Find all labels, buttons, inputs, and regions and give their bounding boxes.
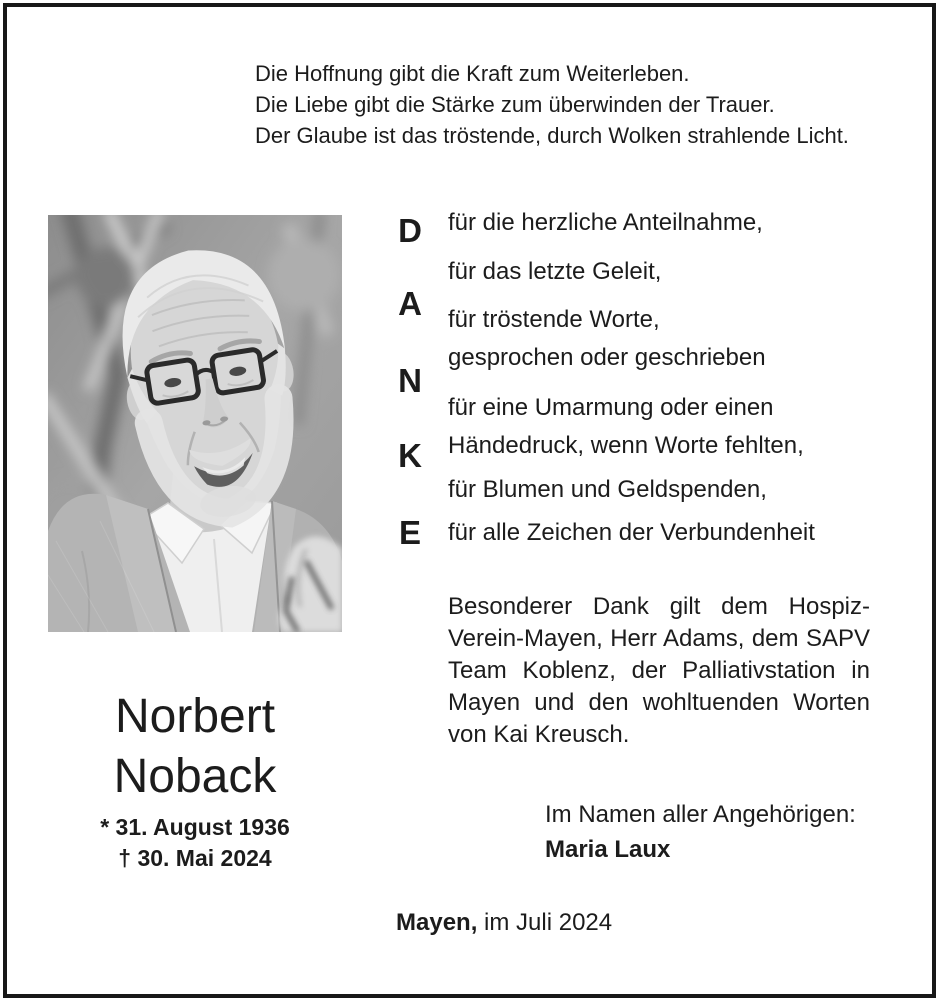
thanks-line: für Blumen und Geldspenden, bbox=[448, 476, 767, 503]
birth-date: * 31. August 1936 bbox=[100, 814, 290, 840]
dateline-place: Mayen, bbox=[396, 909, 478, 936]
portrait-image bbox=[48, 215, 342, 632]
thanks-line: für alle Zeichen der Verbundenheit bbox=[448, 519, 815, 546]
epigraph-line: Der Glaube ist das tröstende, durch Wolken strahlende Licht. bbox=[255, 123, 849, 148]
special-thanks-paragraph bbox=[448, 591, 870, 751]
signature-name: Maria Laux bbox=[545, 836, 671, 863]
thanks-line: für das letzte Geleit, bbox=[448, 258, 662, 285]
special-thanks-line: Besonderer Dank gilt dem Hospiz- bbox=[448, 593, 870, 620]
special-thanks-line: Mayen und den wohltuenden Worten bbox=[448, 689, 870, 716]
signature-intro: Im Namen aller Angehörigen: bbox=[545, 801, 856, 828]
portrait-photo bbox=[48, 215, 342, 632]
thanks-line: gesprochen oder geschrieben bbox=[448, 344, 766, 371]
special-thanks-line: Team Koblenz, der Palliativstation in bbox=[448, 657, 870, 684]
dateline bbox=[396, 908, 612, 938]
special-thanks-line: Verein-Mayen, Herr Adams, dem SAPV bbox=[448, 625, 870, 652]
danke-letter-e: E bbox=[398, 514, 421, 551]
danke-letter-n: N bbox=[398, 362, 422, 399]
thanks-line: für eine Umarmung oder einen bbox=[448, 394, 774, 421]
death-date: † 30. Mai 2024 bbox=[118, 845, 272, 871]
epigraph-line: Die Hoffnung gibt die Kraft zum Weiterleben. bbox=[255, 61, 690, 86]
thanks-line: für die herzliche Anteilnahme, bbox=[448, 209, 763, 236]
thanks-line: für tröstende Worte, bbox=[448, 306, 660, 333]
deceased-first-name: Norbert bbox=[114, 690, 276, 743]
danke-letter-k: K bbox=[398, 437, 422, 474]
danke-letter-d: D bbox=[398, 212, 422, 249]
deceased-block bbox=[48, 687, 342, 874]
special-thanks-line: von Kai Kreusch. bbox=[448, 721, 630, 748]
signature-block bbox=[545, 797, 856, 867]
dateline-date: im Juli 2024 bbox=[477, 909, 613, 936]
danke-letter-a: A bbox=[398, 285, 422, 322]
epigraph bbox=[255, 58, 849, 151]
deceased-last-name: Noback bbox=[113, 750, 277, 803]
epigraph-line: Die Liebe gibt die Stärke zum überwinden der Trauer. bbox=[255, 92, 775, 117]
thanks-line: Händedruck, wenn Worte fehlten, bbox=[448, 432, 804, 459]
